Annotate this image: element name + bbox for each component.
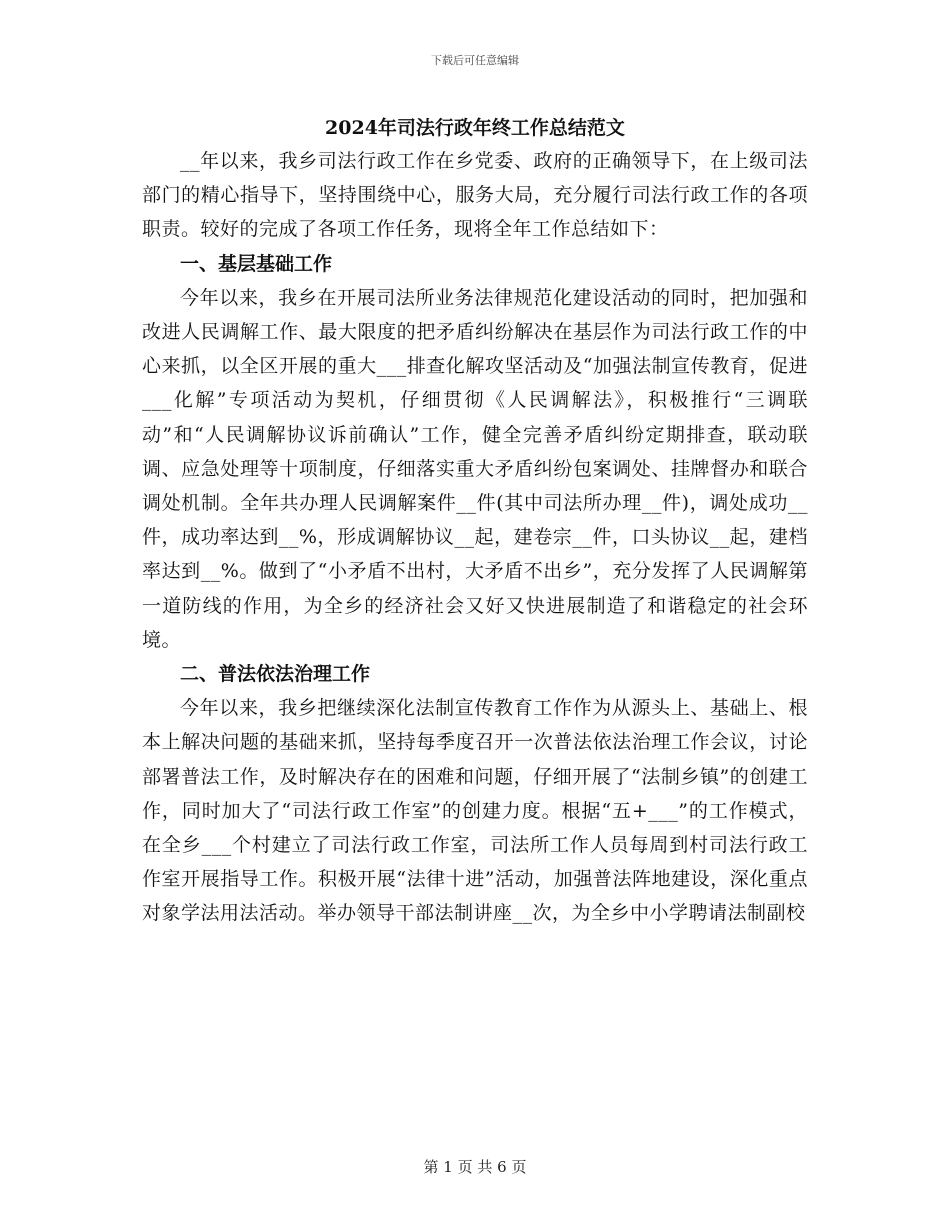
section-heading-2: 二、普法依法治理工作 bbox=[180, 663, 371, 686]
section-body-1: 今年以来，我乡在开展司法所业务法律规范化建设活动的同时，把加强和改进人民调解工作、最大限度的把矛盾纠纷解决在基层作为司法行政工作的中心来抓，以全区开展的重大___排查化解攻坚活动及“加强法制宣传教育，促进___化解”专项活动为契机，仔细贯彻《人民调解法》，积极推行“三调联动”和“人民调解协议诉前确认”工作，健全完善矛盾纠纷定期排查，联动联调、应急处理等十项制度，仔细落实重大矛盾纠纷包案调处、挂牌督办和联合调处机制。全年共办理人民调解案件__件(其中司法所办理__件)，调处成功__件，成功率达到__%，形成调解协议__起，建卷宗__件，口头协议__起，建档率达到__%。做到了“小矛盾不出村，大矛盾不出乡”，充分发挥了人民调解第一道防线的作用，为全乡的经济社会又好又快进展制造了和谐稳定的社会环境。 bbox=[142, 286, 808, 651]
page-header: 下载后可任意编辑 bbox=[431, 54, 519, 67]
section-heading-1: 一、基层基础工作 bbox=[180, 252, 333, 275]
intro-paragraph: __年以来，我乡司法行政工作在乡党委、政府的正确领导下，在上级司法部门的精心指导下，坚持围绕中心，服务大局，充分履行司法行政工作的各项职责。较好的完成了各项工作任务，现将全年工作总结如下： bbox=[142, 150, 808, 241]
section-body-2: 今年以来，我乡把继续深化法制宣传教育工作作为从源头上、基础上、根本上解决问题的基础来抓，坚持每季度召开一次普法依法治理工作会议，讨论部署普法工作，及时解决存在的困难和问题，仔细开展了“法制乡镇”的创建工作，同时加大了“司法行政工作室”的创建力度。根据“五+___”的工作模式，在全乡___个村建立了司法行政工作室，司法所工作人员每周到村司法行政工作室开展指导工作。积极开展“法律十进”活动，加强普法阵地建设，深化重点对象学法用法活动。举办领导干部法制讲座__次，为全乡中小学聘请法制副校 bbox=[142, 697, 808, 925]
document-title: 2024年司法行政年终工作总结范文 bbox=[325, 117, 625, 139]
page-footer: 第 1 页 共 6 页 bbox=[423, 1158, 527, 1176]
document-body bbox=[142, 112, 808, 931]
